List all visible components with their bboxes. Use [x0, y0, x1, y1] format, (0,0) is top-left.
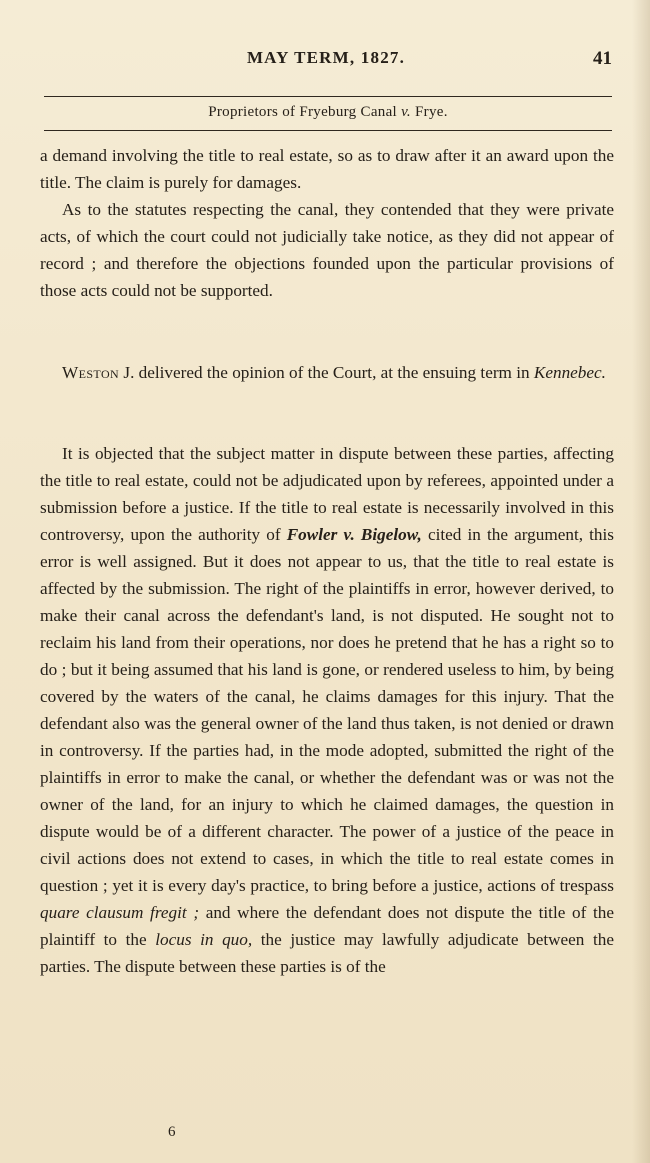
running-title: MAY TERM, 1827. [246, 48, 406, 67]
county-name: Kennebec. [533, 363, 606, 382]
opinion-text-part-4: the justice may lawfully adjudicate between the parties. The dispute between these parties is of the [40, 930, 614, 976]
latin-phrase-locus: locus in quo, [155, 930, 253, 949]
judge-name: Weston [62, 363, 120, 382]
page-number: 41 [593, 48, 612, 69]
case-title-versus: v. [401, 104, 411, 120]
cited-case: Fowler v. Bigelow, [286, 525, 422, 544]
running-head [40, 48, 612, 72]
paragraph-continuation: a demand involving the title to real estate, so as to draw after it an award upon the title. The claim is purely for damages. [40, 146, 614, 192]
case-title [44, 104, 612, 121]
argument-text [40, 142, 614, 304]
opinion-text-part-3: and where the defendant does not dispute the title of the plaintiff to the [40, 903, 614, 949]
opinion-intro [40, 359, 614, 386]
case-title-parties: Proprietors of Fryeburg Canal [208, 104, 402, 120]
opinion-text-part-2: cited in the argument, this error is well assigned. But it does not appear to us, that the title to real estate is affected by the submission. The right of the plaintiffs in error, however derived, to make their canal across the defendant's land, is not disputed. He sought not to reclaim his land from their operations, nor does he pretend that he has a right so to do ; but it being assumed that his land is gone, or rendered useless to him, by being covered by the waters of the canal, he claims damages for this injury. That the defendant also was the general owner of the land thus taken, is not denied or drawn in controversy. If the parties had, in the mode adopted, submitted the right of the plaintiffs in error to make the canal, or whether the defendant was or was not the owner of the land, for an injury to which he claimed damages, the question in dispute would be of a different character. The power of a justice of the peace in civil actions does not extend to cases, in which the title to real estate comes in question ; yet it is every day's practice, to bring before a justice, actions of trespass [40, 525, 614, 895]
signature-mark: 6 [168, 1124, 176, 1140]
latin-phrase-quare: quare clausum fregit ; [40, 903, 200, 922]
header-rule-bottom [44, 130, 612, 131]
paragraph-opinion-intro [40, 359, 614, 386]
header-rule-top [44, 96, 612, 97]
opinion-intro-text: J. delivered the opinion of the Court, at the ensuing term in [119, 363, 534, 382]
opinion-text [40, 440, 614, 980]
paragraph-statutes: As to the statutes respecting the canal, they contended that they were private acts, of which the court could not judicially take notice, as they did not appear of record ; and therefore the objections founded upon the particular provisions of those acts could not be supported. [40, 200, 614, 300]
opinion-text-part-1: It is objected that the subject matter in dispute between these parties, affecting the title to real estate, could not be adjudicated upon by referees, appointed under a submission before a justice. If the title to real estate is necessarily involved in this controversy, upon the authority of [40, 444, 614, 544]
paragraph-opinion [40, 440, 614, 980]
case-title-respondent: Frye. [410, 104, 448, 120]
